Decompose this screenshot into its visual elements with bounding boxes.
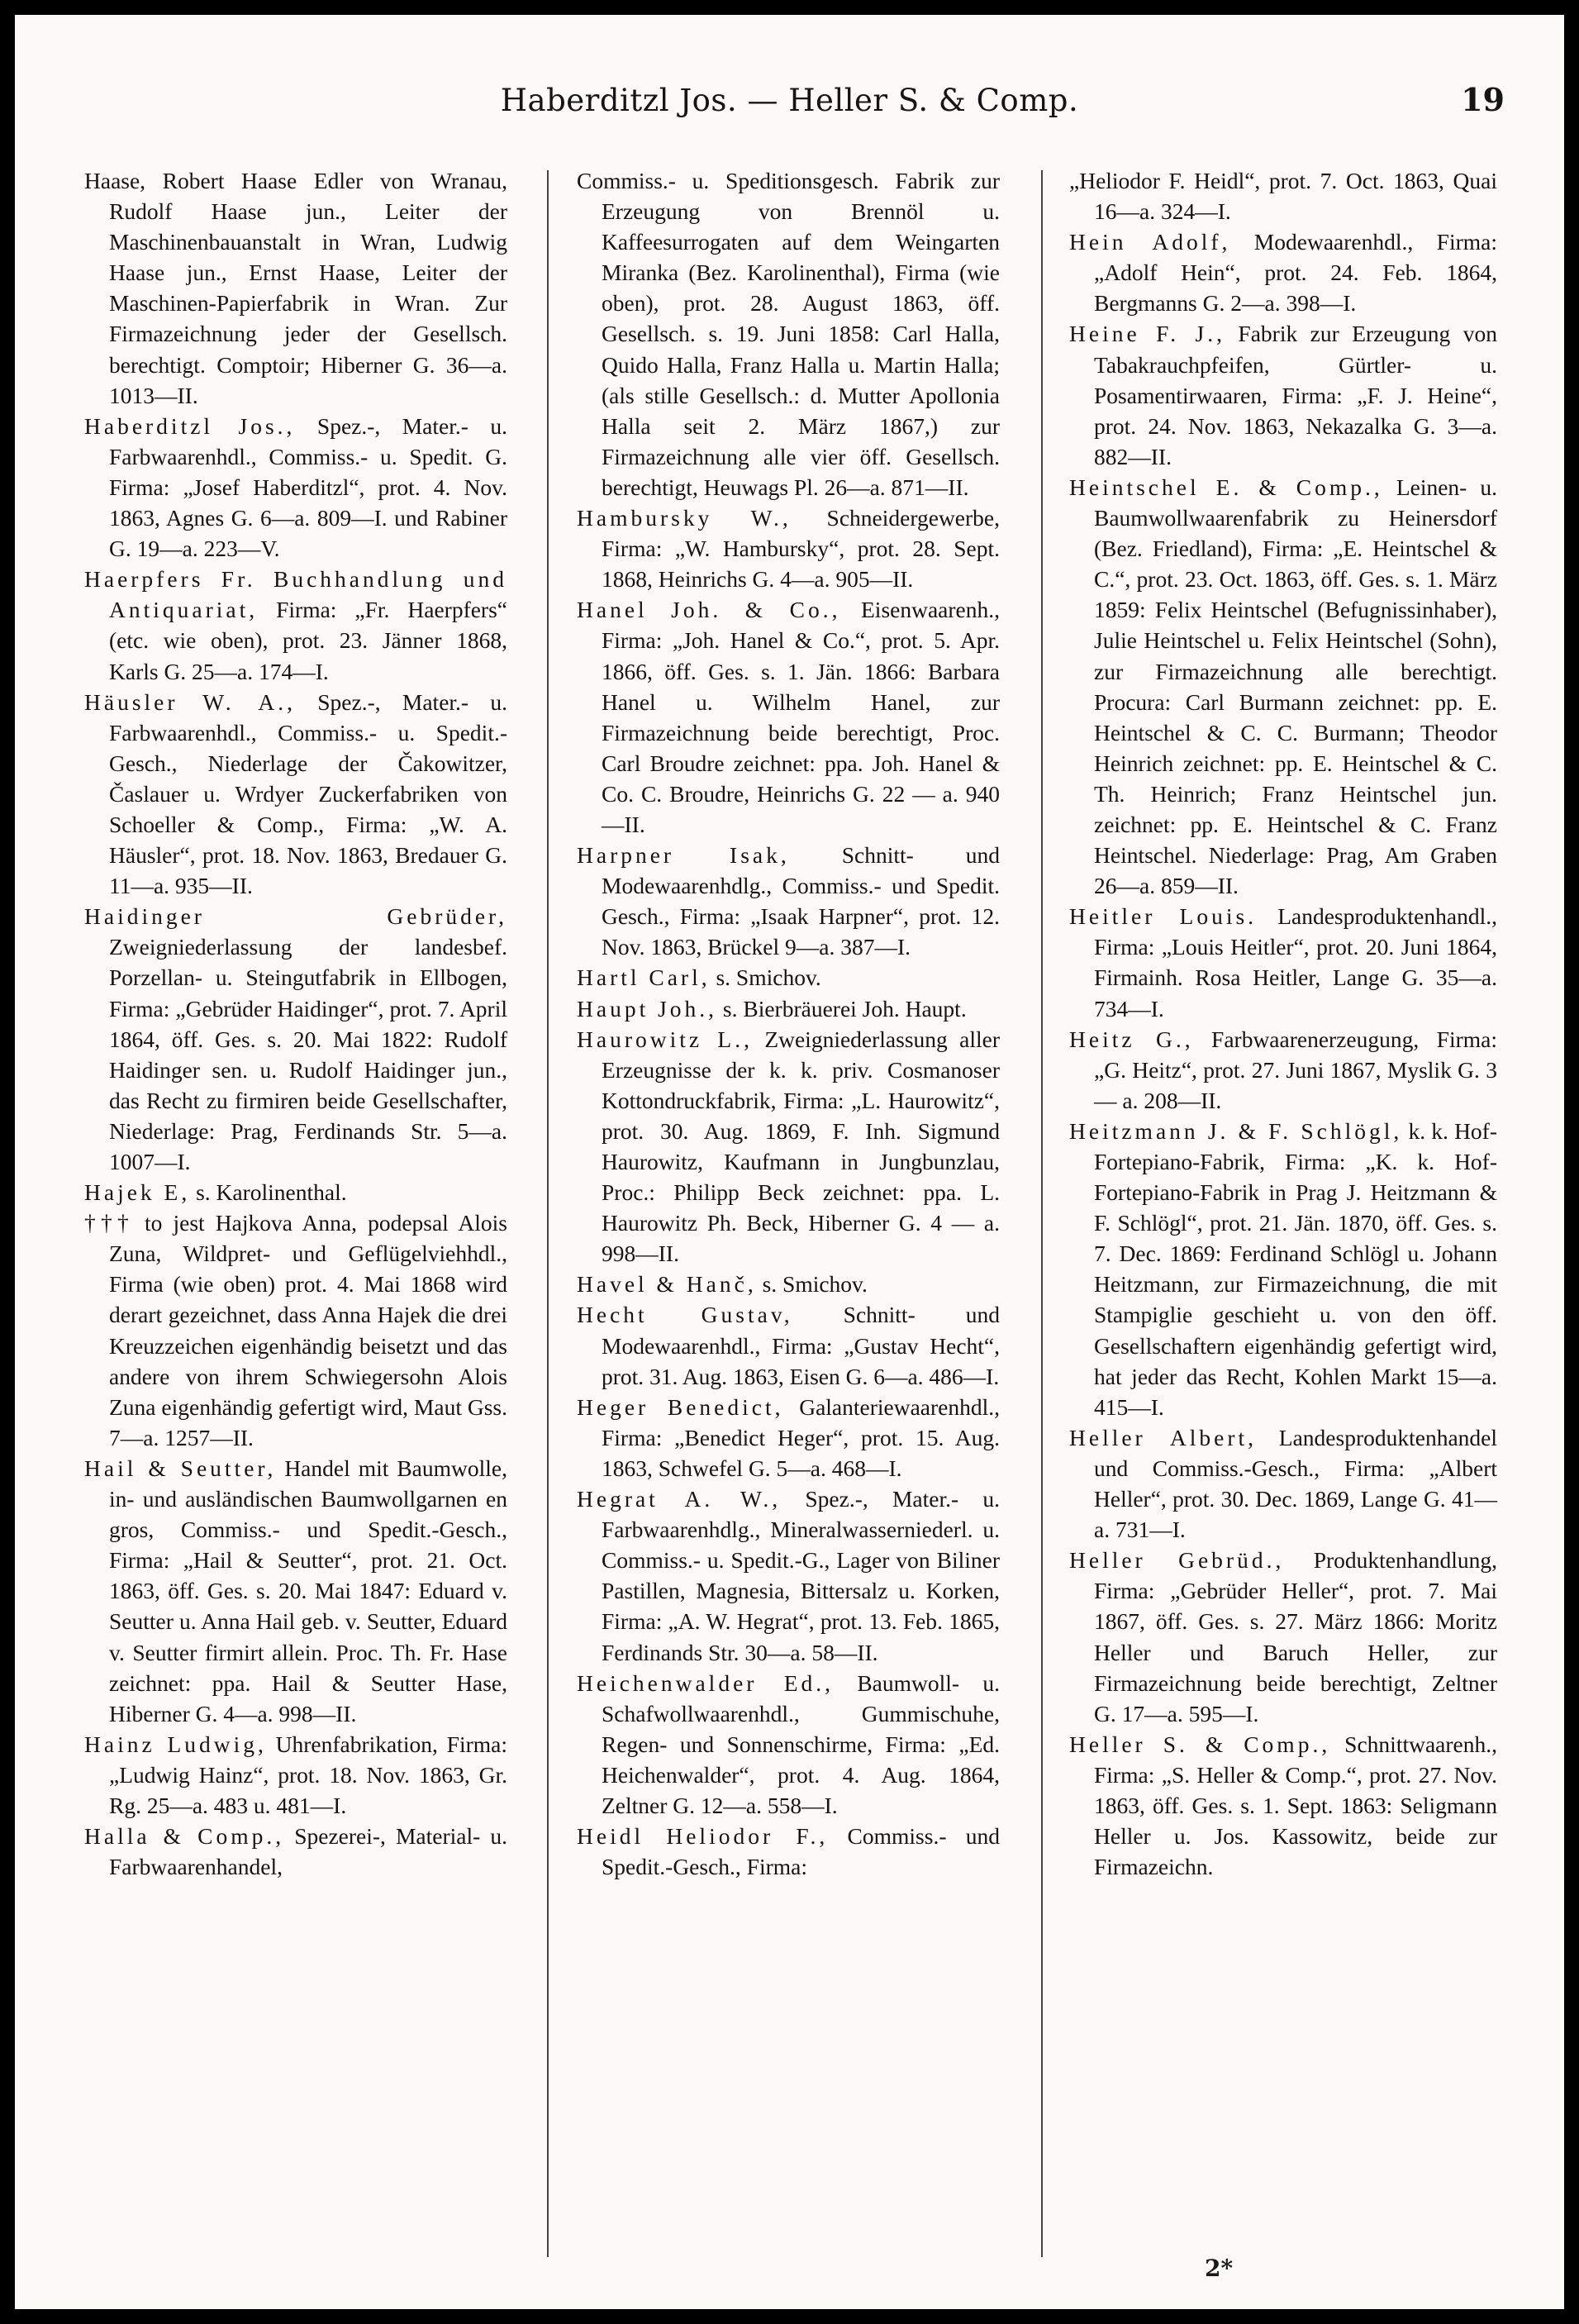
- entry-firm-name: Hanel Joh. & Co.,: [577, 597, 841, 623]
- directory-entry: [1069, 472, 1497, 901]
- directory-entry: [84, 165, 507, 411]
- entry-firm-name: Heger Benedict,: [577, 1393, 784, 1420]
- entry-text: Farbwaarenerzeugung, Firma: „G. Heitz“, prot. 27. Juni 1867, Myslik G. 3 — a. 208—II.: [1094, 1026, 1497, 1113]
- entry-firm-name: Hail & Seutter,: [84, 1455, 277, 1481]
- running-title: Haberditzl Jos. — Heller S. & Comp.: [500, 83, 1079, 118]
- page-header: [15, 78, 1564, 127]
- entry-text: Landesproduktenhandl., Firma: „Louis Heitler“, prot. 20. Juni 1864, Firmainh. Rosa Heitler, Lange G. 35—a. 734—I.: [1094, 903, 1497, 1022]
- text-column-1: [84, 165, 507, 1882]
- directory-entry: [84, 901, 507, 1177]
- document-page: [15, 15, 1564, 2309]
- entry-text: Modewaarenhdl., Firma: „Adolf Hein“, prot. 24. Feb. 1864, Bergmanns G. 2—a. 398—I.: [1094, 229, 1497, 317]
- text-column-3: [1069, 165, 1497, 1882]
- entry-text: Produktenhandlung, Firma: „Gebrüder Heller“, prot. 7. Mai 1867, öff. Ges. s. 27. März 1866: Moritz Heller und Baruch Heller, zur Firmazeichnung beide berechtigt, Zeltner G. 17—a. 595—I.: [1094, 1547, 1497, 1726]
- entry-text: Firma: „Fr. Haerpfers“ (etc. wie oben), prot. 23. Jänner 1868, Karls G. 25—a. 174—I.: [109, 597, 507, 684]
- entry-text: Commiss.- und Spedit.-Gesch., Firma:: [602, 1823, 1000, 1880]
- entry-firm-name: Heine F. J.,: [1069, 321, 1225, 347]
- entry-firm-name: Halla & Comp.,: [84, 1823, 285, 1850]
- entry-firm-name: Heller Albert,: [1069, 1424, 1258, 1450]
- entry-firm-name: Heitzmann J. & F. Schlögl,: [1069, 1117, 1403, 1144]
- entry-text: Baumwoll- u. Schafwollwaarenhdl., Gummischuhe, Regen- und Sonnenschirme, Firma: „Ed. Heichenwalder“, prot. 4. Aug. 1864, Zeltner G. 12—a. 558—I.: [602, 1669, 1000, 1818]
- entry-firm-name: Hainz Ludwig,: [84, 1731, 267, 1757]
- directory-entry: [84, 1207, 507, 1453]
- directory-entry: [577, 840, 1000, 962]
- directory-entry: [1069, 1422, 1497, 1545]
- directory-entry: [577, 165, 1000, 502]
- directory-entry: [84, 564, 507, 686]
- entry-firm-name: Hein Adolf,: [1069, 229, 1231, 255]
- page-number: 19: [1461, 81, 1505, 118]
- entry-firm-name: Heintschel E. & Comp.,: [1069, 474, 1383, 500]
- entry-text: Schneidergewerbe, Firma: „W. Hambursky“, prot. 28. Sept. 1868, Heinrichs G. 4—a. 905—II.: [602, 505, 1000, 593]
- column-divider: [547, 170, 549, 2257]
- directory-entry: [577, 502, 1000, 594]
- entry-text: Spez.-, Mater.- u. Farbwaarenhdl., Commiss.- u. Spedit.-Gesch., Niederlage der Čakowitzer, Časlauer u. Wrdyer Zuckerfabriken von Schoeller & Comp., Firma: „W. A. Häusler“, prot. 18. Nov. 1863, Bredauer G. 11—a. 935—II.: [109, 688, 507, 899]
- entry-text: Eisenwaarenh., Firma: „Joh. Hanel & Co.“, prot. 5. Apr. 1866, öff. Ges. s. 1. Jän. 1866: Barbara Hanel u. Wilhelm Hanel, zur Firmazeichnung beide berechtigt, Proc. Carl Broudre zeichnet: ppa. Joh. Hanel & Co. C. Broudre, Heinrichs G. 22 — a. 940—II.: [602, 597, 1000, 837]
- entry-firm-name: Hecht Gustav,: [577, 1302, 793, 1328]
- directory-entry: [84, 1177, 507, 1207]
- directory-entry: [1069, 318, 1497, 471]
- entry-firm-name: Harpner Isak,: [577, 842, 790, 869]
- entry-firm-name: Heller S. & Comp.,: [1069, 1731, 1331, 1757]
- entry-text: Zweigniederlassung aller Erzeugnisse der k. k. priv. Cosmanoser Kottondruckfabrik, Firma: „L. Haurowitz“, prot. 30. Aug. 1869, F. Inh. Sigmund Haurowitz, Kaufmann in Jungbunzlau, Proc.: Philipp Beck zeichnet: ppa. L. Haurowitz Ph. Beck, Hiberner G. 4 — a. 998—II.: [602, 1026, 1000, 1267]
- entry-text: s. Karolinenthal.: [190, 1179, 347, 1206]
- directory-entry: [577, 1299, 1000, 1391]
- directory-entry: [577, 1024, 1000, 1269]
- directory-entry: [84, 1729, 507, 1821]
- entry-firm-name: Haupt Joh.,: [577, 995, 718, 1022]
- entry-firm-name: Haurowitz L.,: [577, 1026, 753, 1052]
- directory-entry: [577, 1392, 1000, 1483]
- signature-mark: 2*: [1205, 2255, 1234, 2282]
- directory-entry: [1069, 1116, 1497, 1422]
- entry-firm-name: Haidinger Gebrüder,: [84, 903, 507, 930]
- entry-text: Schnitt- und Modewaarenhdl., Firma: „Gustav Hecht“, prot. 31. Aug. 1863, Eisen G. 6—a. 486—I.: [602, 1302, 1000, 1389]
- directory-entry: [84, 1821, 507, 1882]
- entry-firm-name: Hartl Carl,: [577, 964, 711, 991]
- entry-text: s. Smichov.: [756, 1271, 868, 1298]
- directory-entry: [1069, 226, 1497, 318]
- entry-firm-name: Haerpfers Fr. Buchhandlung und Antiquariat,: [84, 566, 507, 623]
- entry-text: s. Bierbräuerei Joh. Haupt.: [717, 995, 967, 1022]
- directory-entry: [577, 594, 1000, 840]
- column-divider: [1041, 170, 1043, 2257]
- entry-text: ††† to jest Hajkova Anna, podepsal Alois Zuna, Wildpret- und Geflügelviehhdl., Firma (wie oben) prot. 4. Mai 1868 wird derart gezeichnet, dass Anna Hajek die drei Kreuzzeichen eigenhändig beisetzt und das andere von ihrem Schwiegersohn Alois Zuna eigenhändig gefertigt wird, Maut Gss. 7—a. 1257—II.: [84, 1210, 507, 1450]
- entry-text: Landesproduktenhandel und Commiss.-Gesch., Firma: „Albert Heller“, prot. 30. Dec. 1869, Lange G. 41—a. 731—I.: [1094, 1424, 1498, 1543]
- directory-entry: [84, 1453, 507, 1729]
- entry-text: Uhrenfabrikation, Firma: „Ludwig Hainz“, prot. 18. Nov. 1863, Gr. Rg. 25—a. 483 u. 481—I.: [109, 1731, 508, 1818]
- entry-text: Spez.-, Mater.- u. Farbwaarenhdl., Commiss.- u. Spedit. G. Firma: „Josef Haberditzl“, prot. 4. Nov. 1863, Agnes G. 6—a. 809—I. und Rabiner G. 19—a. 223—V.: [109, 412, 507, 562]
- entry-text: s. Smichov.: [710, 964, 821, 991]
- entry-firm-name: Haberditzl Jos.,: [84, 412, 296, 439]
- directory-entry: [1069, 1545, 1497, 1729]
- entry-firm-name: Hambursky W.,: [577, 505, 792, 531]
- entry-firm-name: Heitz G.,: [1069, 1026, 1194, 1052]
- entry-text: Schnittwaarenh., Firma: „S. Heller & Comp.“, prot. 27. Nov. 1863, öff. Ges. s. 1. Sept. 1863: Seligmann Heller u. Jos. Kassowitz, beide zur Firmazeichn.: [1094, 1731, 1497, 1880]
- entry-firm-name: Hajek E,: [84, 1179, 191, 1206]
- entry-text: Handel mit Baumwolle, in- und ausländischen Baumwollgarnen en gros, Commiss.- und Spedit.-Gesch., Firma: „Hail & Seutter“, prot. 21. Oct. 1863, öff. Ges. s. 20. Mai 1847: Eduard v. Seutter u. Anna Hail geb. v. Seutter, Eduard v. Seutter firmirt allein. Proc. Th. Fr. Hase zeichnet: ppa. Hail & Seutter Hase, Hiberner G. 4—a. 998—II.: [109, 1455, 507, 1726]
- entry-firm-name: Havel & Hanč,: [577, 1271, 757, 1298]
- entry-firm-name: Heitler Louis.: [1069, 903, 1258, 930]
- directory-entry: [577, 993, 1000, 1024]
- entry-firm-name: Hegrat A. W.,: [577, 1486, 782, 1512]
- entry-text: Commiss.- u. Speditionsgesch. Fabrik zur Erzeugung von Brennöl u. Kaffeesurrogaten auf dem Weingarten Miranka (Bez. Karolinenthal), Firma (wie oben), prot. 28. August 1863, öff. Gesellsch. s. 19. Juni 1858: Carl Halla, Quido Halla, Franz Halla u. Martin Halla; (als stille Gesellsch.: d. Mutter Apollonia Halla seit 2. März 1867,) zur Firmazeichnung alle vier öff. Gesellsch. berechtigt, Heuwags Pl. 26—a. 871—II.: [577, 168, 1000, 500]
- directory-entry: [1069, 901, 1497, 1023]
- directory-entry: [1069, 165, 1497, 226]
- entry-text: k. k. Hof-Fortepiano-Fabrik, Firma: „K. k. Hof-Fortepiano-Fabrik in Prag J. Heitzmann & F. Schlögl“, prot. 21. Jän. 1870, öff. Ges. s. 7. Dec. 1869: Ferdinand Schlögl u. Johann Heitzmann, zur Firmazeichnung, die mit Stampiglie geschieht u. von den öff. Gesellschaftern eigenhändig gefertigt wird, hat jeder das Recht, Kohlen Markt 15—a. 415—I.: [1094, 1117, 1497, 1420]
- directory-entry: [1069, 1729, 1497, 1882]
- entry-text: Schnitt- und Modewaarenhdlg., Commiss.- und Spedit. Gesch., Firma: „Isaak Harpner“, prot. 12. Nov. 1863, Brückel 9—a. 387—I.: [602, 842, 1000, 960]
- text-column-2: [577, 165, 1000, 1882]
- directory-entry: [84, 687, 507, 902]
- directory-entry: [577, 962, 1000, 993]
- entry-text: Leinen- u. Baumwollwaarenfabrik zu Heinersdorf (Bez. Friedland), Firma: „E. Heintschel & C.“, prot. 23. Oct. 1863, öff. Ges. s. 1. März 1859: Felix Heintschel (Befugnissinhaber), Julie Heintschel u. Felix Heintschel (Sohn), zur Firmazeichnung alle berechtigt. Procura: Carl Burmann zeichnet: pp. E. Heintschel & C. C. Burmann; Theodor Heinrich zeichnet: pp. E. Heintschel & C. Th. Heinrich; Franz Heintschel jun. zeichnet: pp. E. Heintschel & C. Franz Heintschel. Niederlage: Prag, Am Graben 26—a. 859—II.: [1094, 474, 1497, 899]
- directory-entry: [1069, 1024, 1497, 1116]
- entry-text: Zweigniederlassung der landesbef. Porzellan- u. Steingutfabrik in Ellbogen, Firma: „Gebrüder Haidinger“, prot. 7. April 1864, öff. Ges. s. 20. Mai 1822: Rudolf Haidinger sen. u. Rudolf Haidinger jun., das Recht zu firmiren beide Gesellschafter, Niederlage: Prag, Ferdinands Str. 5—a. 1007—I.: [109, 934, 507, 1174]
- entry-text: Haase, Robert Haase Edler von Wranau, Rudolf Haase jun., Leiter der Maschinenbauanstalt in Wran, Ludwig Haase jun., Ernst Haase, Leiter der Maschinen-Papierfabrik in Wran. Zur Firmazeichnung jeder der Gesellsch. berechtigt. Comptoir; Hiberner G. 36—a. 1013—II.: [84, 168, 507, 408]
- directory-entry: [577, 1269, 1000, 1299]
- directory-entry: [577, 1821, 1000, 1882]
- entry-text: Fabrik zur Erzeugung von Tabakrauchpfeifen, Gürtler- u. Posamentirwaaren, Firma: „F. J. Heine“, prot. 24. Nov. 1863, Nekazalka G. 3—a. 882—II.: [1094, 321, 1497, 469]
- directory-entry: [577, 1483, 1000, 1668]
- entry-text: „Heliodor F. Heidl“, prot. 7. Oct. 1863, Quai 16—a. 324—I.: [1069, 168, 1497, 225]
- entry-firm-name: Heller Gebrüd.,: [1069, 1547, 1285, 1574]
- entry-text: Galanteriewaarenhdl., Firma: „Benedict Heger“, prot. 15. Aug. 1863, Schwefel G. 5—a. 468—I.: [602, 1393, 1000, 1481]
- entry-firm-name: Heidl Heliodor F.,: [577, 1823, 829, 1850]
- entry-text: Spez.-, Mater.- u. Farbwaarenhdlg., Mineralwasserniederl. u. Commiss.- u. Spedit.-G., Lager von Biliner Pastillen, Magnesia, Bittersalz u. Korken, Firma: „A. W. Hegrat“, prot. 13. Feb. 1865, Ferdinands Str. 30—a. 58—II.: [602, 1486, 1000, 1665]
- directory-entry: [577, 1668, 1000, 1821]
- directory-entry: [84, 411, 507, 564]
- entry-firm-name: Häusler W. A.,: [84, 688, 296, 715]
- entry-text: Spezerei-, Material- u. Farbwaarenhandel,: [109, 1823, 507, 1880]
- entry-firm-name: Heichenwalder Ed.,: [577, 1669, 835, 1696]
